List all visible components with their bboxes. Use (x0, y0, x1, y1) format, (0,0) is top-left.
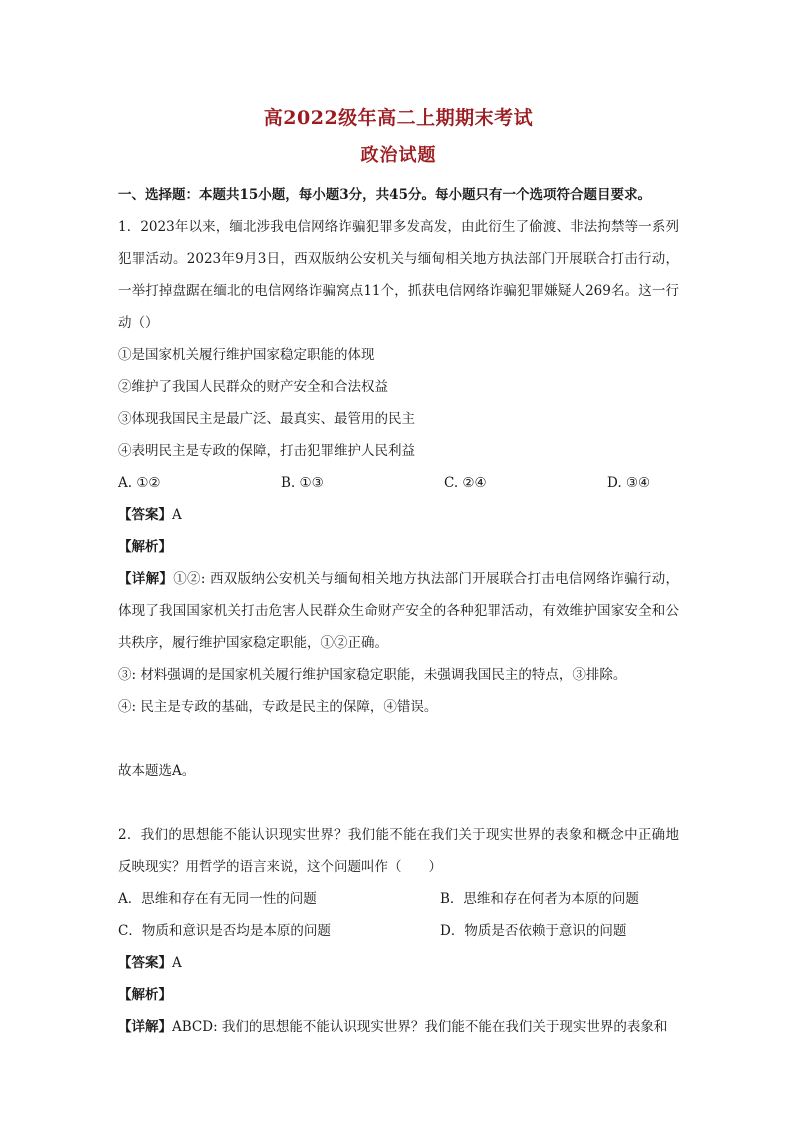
question-2-analysis (118, 979, 679, 1011)
question-2-option-c: C．物质和意识是否均是本原的问题 (118, 923, 331, 939)
question-1-detail (118, 563, 679, 659)
answer-value: A (172, 955, 182, 971)
question-2-option-b: B．思维和存在何者为本原的问题 (440, 891, 639, 907)
question-1-options (118, 467, 679, 499)
question-2-answer (118, 947, 679, 979)
question-1-answer (118, 499, 679, 531)
question-2-options (118, 883, 679, 947)
analysis-tag: 【解析】 (118, 987, 172, 1003)
analysis-tag: 【解析】 (118, 539, 172, 555)
question-1-item-4: ④表明民主是专政的保障，打击犯罪维护人民利益 (118, 443, 415, 459)
section-heading: 一、选择题：本题共15小题，每小题3分，共45分。每小题只有一个选项符合题目要求。 (118, 187, 651, 203)
question-1-stem: 1．2023年以来，缅北涉我电信网络诈骗犯罪多发高发，由此衍生了偷渡、非法拘禁等一系列犯罪活动。2023年9月3日，西双版纳公安机关与缅甸相关地方执法部门开展联合打击行动，一举打掉盘踞在缅北的电信网络诈骗窝点11个，抓获电信网络诈骗犯罪嫌疑人269名。这一行动（） (118, 219, 679, 331)
answer-tag: 【答案】 (118, 507, 172, 523)
answer-value: A (172, 507, 182, 523)
question-2-option-d: D．物质是否依赖于意识的问题 (440, 923, 627, 939)
question-1-option-c: C. ②④ (444, 475, 487, 491)
exam-title: 高2022级年高二上期期末考试 (263, 107, 534, 129)
question-1-option-d: D. ③④ (607, 475, 651, 491)
exam-subtitle: 政治试题 (360, 145, 437, 166)
detail-tag: 【详解】 (118, 571, 174, 587)
question-1-item-3: ③体现我国民主是最广泛、最真实、最管用的民主 (118, 411, 415, 427)
detail-tag: 【详解】 (118, 1019, 172, 1035)
question-1-conclusion: 故本题选A。 (118, 763, 196, 779)
detail-text: ABCD: 我们的思想能不能认识现实世界？我们能不能在我们关于现实世界的表象和 (172, 1019, 668, 1035)
question-2-option-a: A．思维和存在有无同一性的问题 (118, 891, 317, 907)
question-2-detail (118, 1011, 679, 1043)
question-1-item-2: ②维护了我国人民群众的财产安全和合法权益 (118, 379, 388, 395)
question-1-detail-2: ③: 材料强调的是国家机关履行维护国家稳定职能，未强调我国民主的特点，③排除。 (118, 667, 627, 683)
question-1-option-a: A. ①② (118, 475, 161, 491)
question-2-stem: 2．我们的思想能不能认识现实世界？我们能不能在我们关于现实世界的表象和概念中正确地反映现实？用哲学的语言来说，这个问题叫作（ ） (118, 827, 679, 875)
detail-text: ①②: 西双版纳公安机关与缅甸相关地方执法部门开展联合打击电信网络诈骗行动，体现了我国国家机关打击危害人民群众生命财产安全的各种犯罪活动，有效维护国家安全和公共秩序，履行维护国家稳定职能，①②正确。 (118, 571, 679, 651)
question-1-item-1: ①是国家机关履行维护国家稳定职能的体现 (118, 347, 375, 363)
question-1-analysis (118, 531, 679, 563)
question-1-detail-3: ④: 民主是专政的基础，专政是民主的保障，④错误。 (118, 699, 438, 715)
question-1-option-b: B. ①③ (281, 475, 324, 491)
answer-tag: 【答案】 (118, 955, 172, 971)
